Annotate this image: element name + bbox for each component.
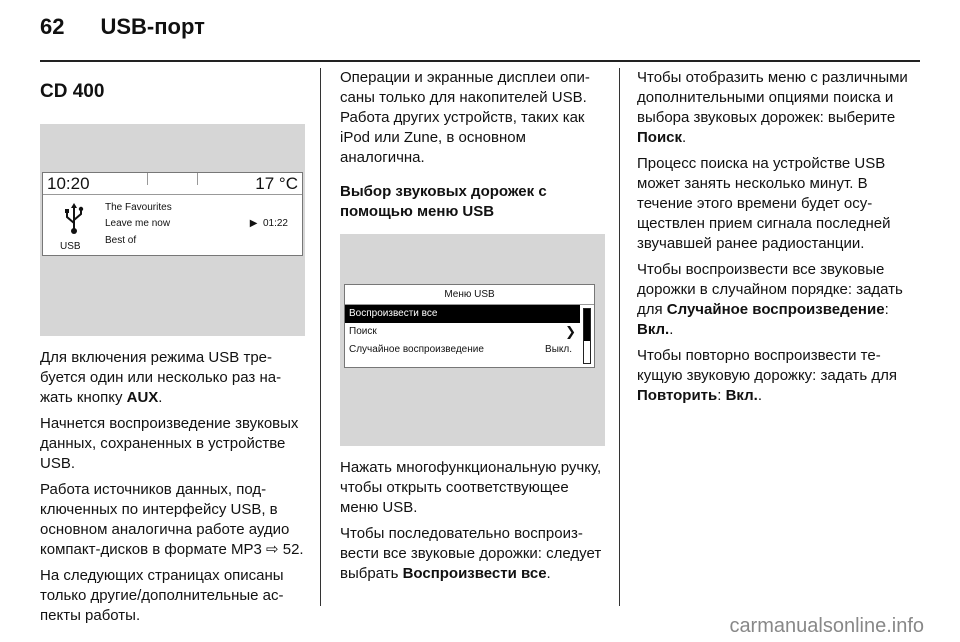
status-divider bbox=[197, 173, 198, 185]
paragraph: Нажать многофункциональную ручку, чтобы открыть соответствующее меню USB. bbox=[340, 459, 602, 516]
page-title: USB-порт bbox=[100, 14, 205, 39]
paragraph: Чтобы последовательно воспроизвести все звуковые дорожки: следует выбрать Воспроизвести все. bbox=[340, 525, 602, 582]
aux-button-label: AUX bbox=[126, 389, 159, 406]
column-1 bbox=[40, 68, 305, 632]
play-icon: ▶ bbox=[249, 218, 258, 229]
menu-scrollbar bbox=[583, 308, 591, 364]
page-reference-icon: ⇨ bbox=[266, 541, 279, 558]
status-bar bbox=[43, 173, 302, 195]
temperature: 17 °C bbox=[255, 174, 298, 193]
screen-body bbox=[43, 195, 302, 255]
paragraph: На следующих страницах описаны только другие/дополнительные аспекты работы. bbox=[40, 567, 284, 624]
scrollbar-thumb bbox=[584, 309, 590, 341]
column-3 bbox=[637, 68, 912, 412]
paragraph: Работа источников данных, подключенных по интерфейсу USB, в основном аналогична работе аудио компакт-дисков в формате MP3 ⇨ 52. bbox=[40, 481, 304, 558]
cd400-screen bbox=[42, 172, 303, 256]
play-time bbox=[250, 214, 288, 234]
column-divider bbox=[320, 68, 321, 606]
column-divider bbox=[619, 68, 620, 606]
paragraph: Чтобы воспроизвести все звуковые дорожки в случайном порядке: задать для Случайное воспроизведение: Вкл.. bbox=[637, 261, 903, 338]
paragraph: Процесс поиска на устройстве USB может занять несколько минут. В течение этого времени будет осуществлен прием сигнала последней звучавшей ранее радиостанции. bbox=[637, 155, 891, 252]
paragraph: Операции и экранные дисплеи описаны только для накопителей USB. Работа других устройств, таких как iPod или Zune, в основном аналогична. bbox=[340, 69, 590, 166]
paragraph: Чтобы повторно воспроизвести текущую звуковую дорожку: задать для Повторить: Вкл.. bbox=[637, 347, 897, 404]
track-item: Best of bbox=[105, 235, 137, 246]
subheading: Выбор звуковых дорожек с помощью меню USB bbox=[340, 183, 547, 220]
page-number: 62 bbox=[40, 14, 65, 39]
chevron-right-icon: ❯ bbox=[565, 324, 576, 339]
watermark: carmanualsonline.info bbox=[729, 615, 924, 637]
usb-menu-screen bbox=[344, 284, 595, 368]
paragraph: Для включения режима USB требуется один или несколько раз нажать кнопку AUX. bbox=[40, 349, 282, 406]
usb-icon bbox=[63, 203, 85, 235]
cd400-display-illustration bbox=[40, 124, 305, 336]
menu-item-play-all: Воспроизвести все bbox=[345, 305, 580, 323]
menu-title: Меню USB bbox=[345, 285, 594, 305]
column-2 bbox=[340, 68, 605, 590]
menu-item-random: Случайное воспроизведение Выкл. bbox=[345, 341, 580, 359]
usb-menu-illustration bbox=[340, 234, 605, 446]
clock: 10:20 bbox=[47, 174, 90, 193]
elapsed-time: 01:22 bbox=[262, 218, 288, 229]
section-title: CD 400 bbox=[40, 81, 105, 102]
header-rule bbox=[40, 60, 920, 62]
page-reference-link[interactable]: 52. bbox=[282, 541, 304, 558]
track-item: Leave me now bbox=[105, 218, 171, 229]
random-value: Выкл. bbox=[545, 344, 572, 355]
menu-item-search: Поиск ❯ bbox=[349, 324, 576, 339]
paragraph: Начнется воспроизведение звуковых данных, сохраненных в устройстве USB. bbox=[40, 415, 299, 472]
status-divider bbox=[147, 173, 148, 185]
source-label: USB bbox=[60, 241, 81, 252]
paragraph: Чтобы отобразить меню с различными дополнительными опциями поиска и выбора звуковых дорожек: выберите Поиск. bbox=[637, 69, 908, 146]
page-header bbox=[40, 14, 205, 46]
track-item: The Favourites bbox=[105, 202, 172, 213]
